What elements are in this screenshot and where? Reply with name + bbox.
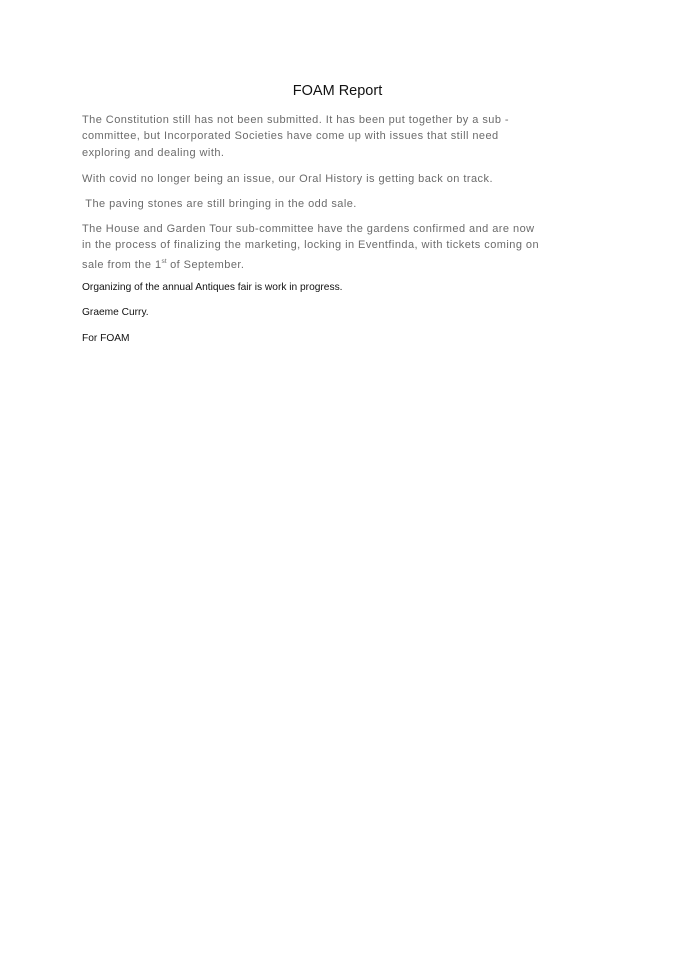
paragraph-constitution-line: exploring and dealing with.: [82, 147, 225, 159]
signature-name: Graeme Curry.: [82, 307, 149, 318]
signature-organization: For FOAM: [82, 333, 130, 344]
paragraph-garden-tour-line: The House and Garden Tour sub-committee have the gardens confirmed and are now: [82, 223, 535, 235]
paragraph-antiques-fair: Organizing of the annual Antiques fair is work in progress.: [82, 282, 343, 293]
ordinal-suffix: st: [161, 258, 167, 265]
paragraph-paving-stones: The paving stones are still bringing in the odd sale.: [82, 198, 357, 210]
paragraph-constitution-line: committee, but Incorporated Societies have come up with issues that still need: [82, 130, 499, 142]
paragraph-garden-tour-line: in the process of finalizing the marketing, locking in Eventfinda, with tickets coming on: [82, 239, 540, 251]
paragraph-garden-tour-line: [82, 255, 244, 272]
document-title: FOAM Report: [292, 83, 383, 99]
paragraph-constitution-line: The Constitution still has not been submitted. It has been put together by a sub -: [82, 114, 510, 126]
paragraph-oral-history: With covid no longer being an issue, our Oral History is getting back on track.: [82, 173, 493, 185]
text: of September.: [166, 259, 245, 271]
text: sale from the 1: [82, 259, 162, 271]
